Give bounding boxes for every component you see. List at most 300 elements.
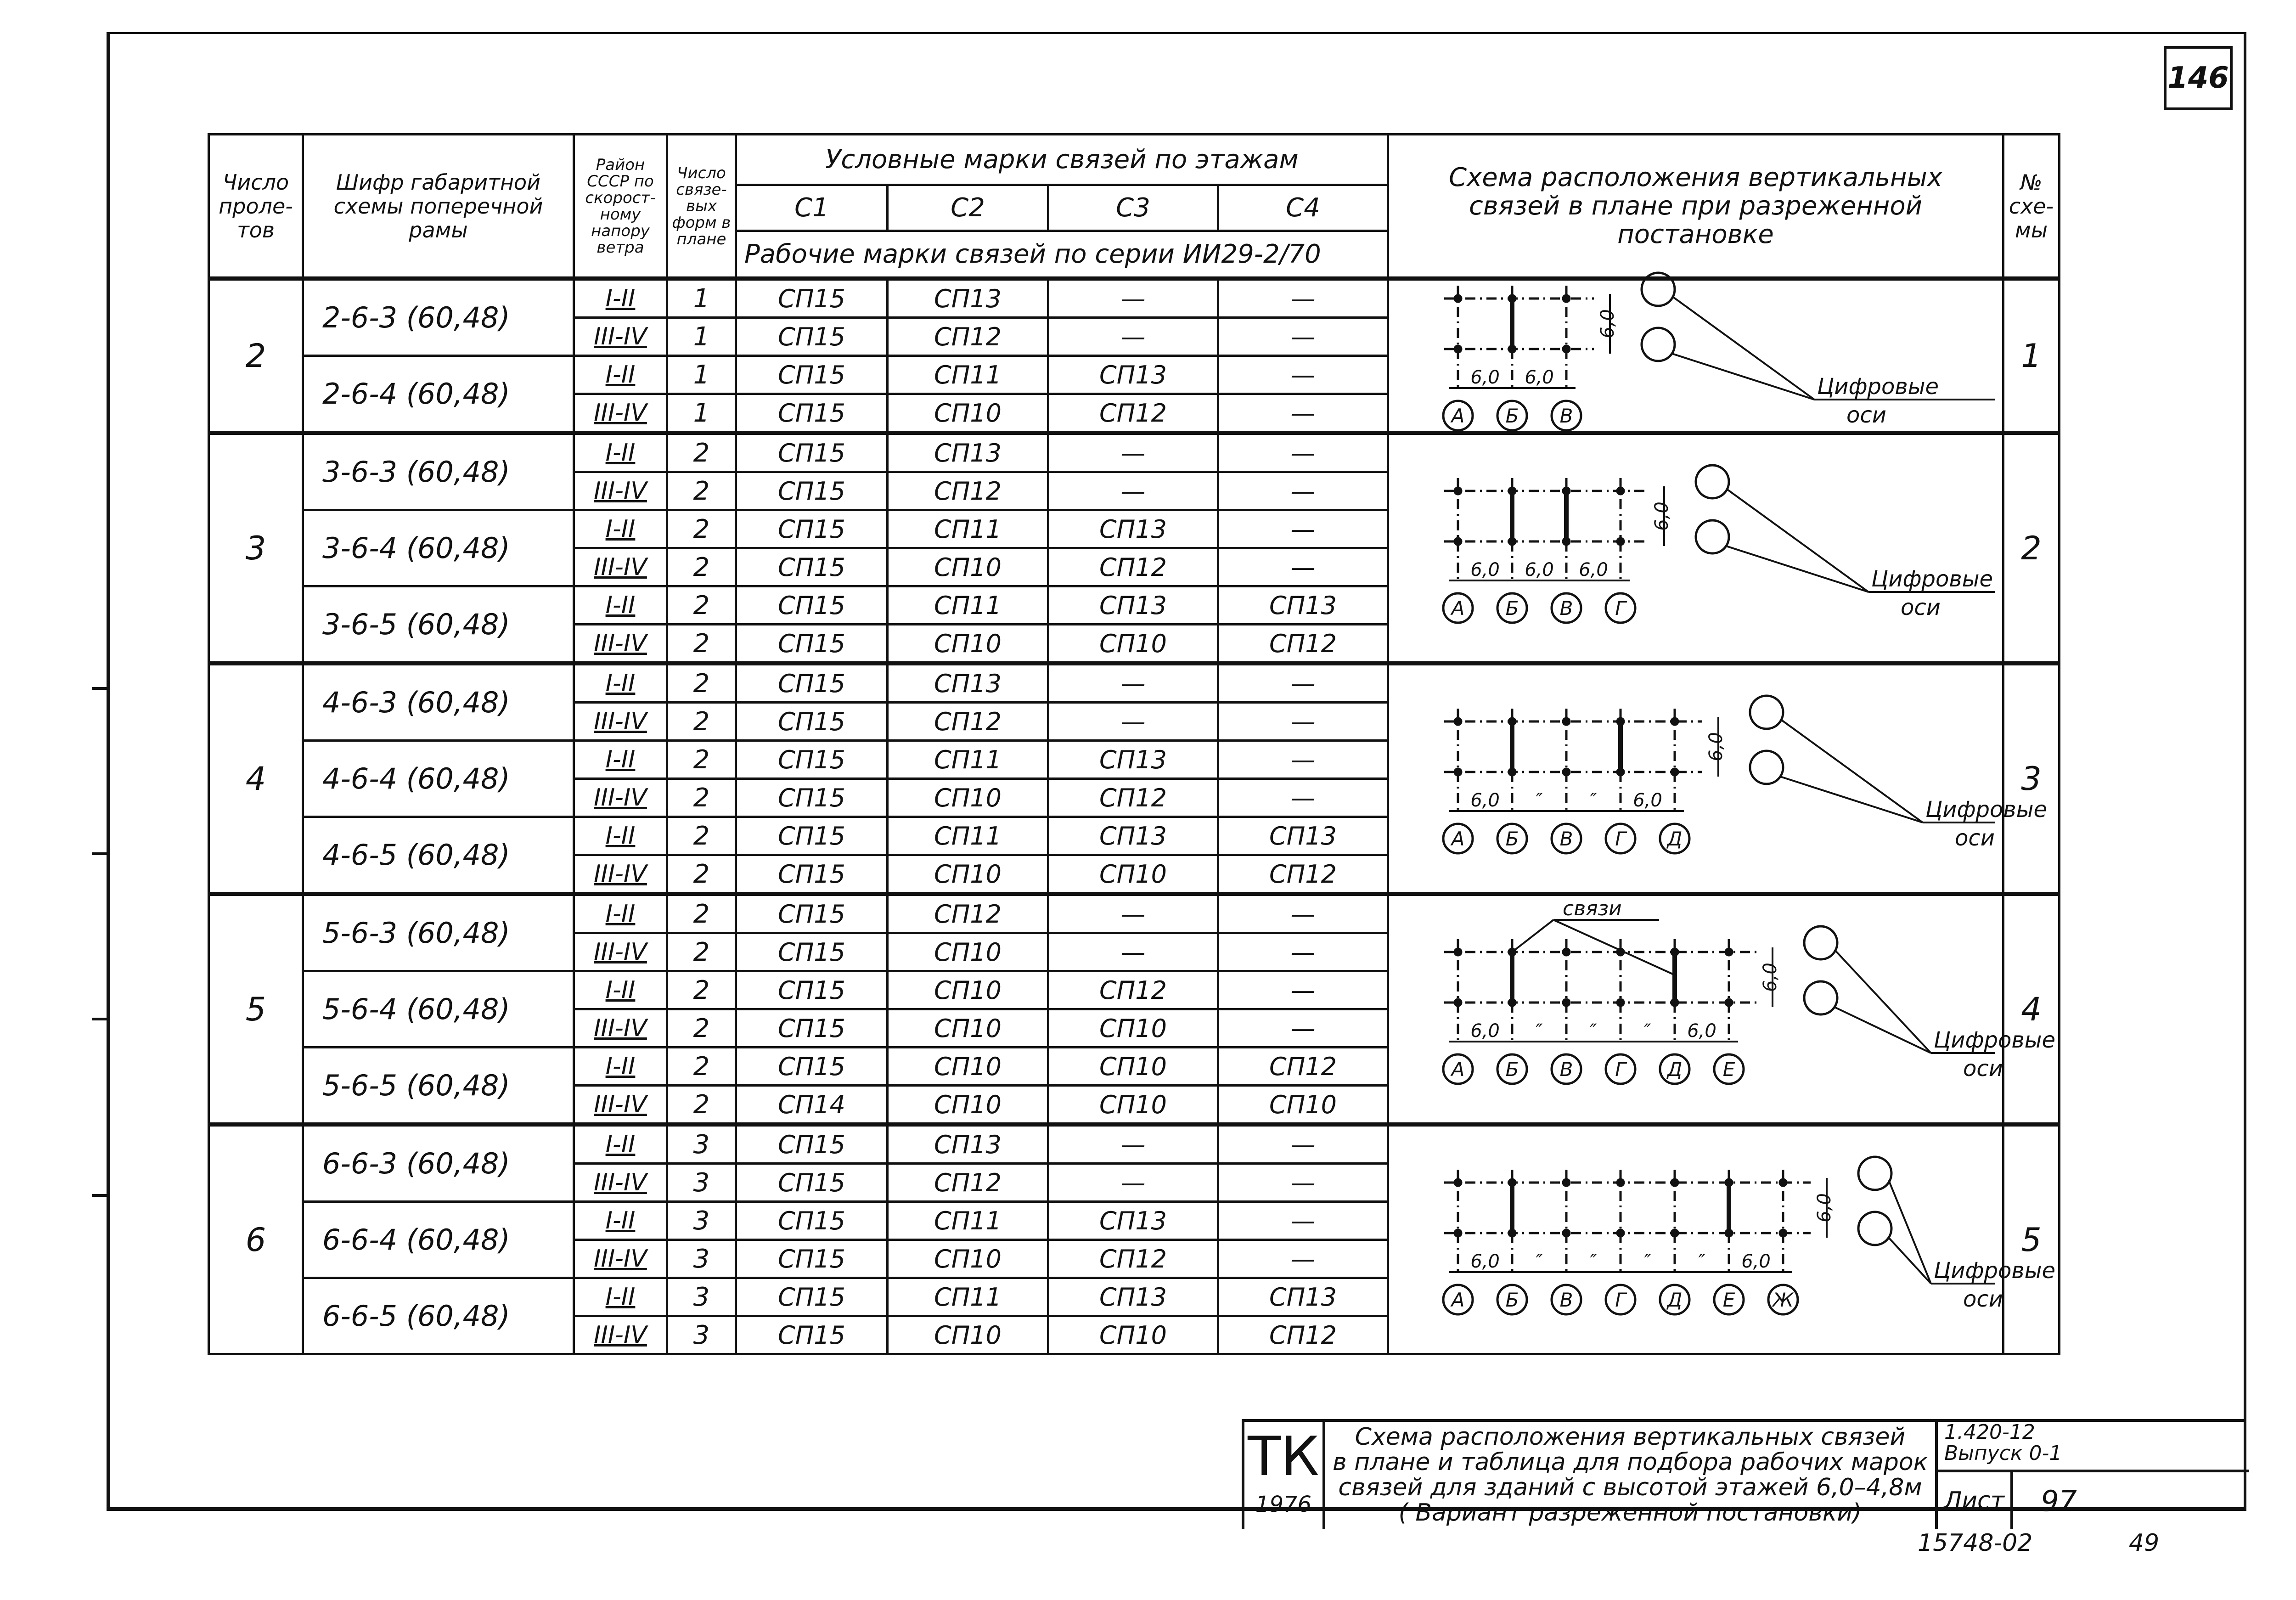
axis-letter: Б (1505, 827, 1519, 850)
form-count-cell: 2 (667, 548, 736, 586)
vertical-dimension-label: 6,0 (1760, 962, 1781, 992)
mark-cell: СП10 (888, 971, 1048, 1009)
column-node (1455, 718, 1461, 725)
column-node (1455, 488, 1461, 494)
axis-letter: Б (1505, 1058, 1519, 1081)
mark-cell: СП14 (736, 1086, 888, 1125)
mark-cell: СП10 (1048, 1009, 1218, 1048)
title-line: связей для зданий с высотой этажей 6,0–4,8м (1338, 1474, 1922, 1501)
axis-letter: В (1559, 1058, 1573, 1081)
mark-cell: СП10 (888, 855, 1048, 894)
header-floor: С2 (888, 185, 1048, 231)
mark-cell: СП15 (736, 971, 888, 1009)
column-node (1617, 538, 1624, 545)
form-count-cell: 2 (667, 433, 736, 472)
form-count-cell: 2 (667, 510, 736, 548)
wind-zone-cell: I-II (574, 356, 667, 394)
series-box (1935, 1422, 2249, 1472)
scheme-cell (1388, 894, 2056, 1125)
header-scheme-no: № схе-мы (2003, 135, 2060, 279)
header-floor: С4 (1218, 185, 1388, 231)
mark-cell: — (1218, 356, 1388, 394)
callout-leader (1889, 1180, 1931, 1284)
table-row (209, 279, 2060, 318)
frame-code-cell: 4-6-4 (60,48) (303, 741, 574, 817)
wind-zone-cell: I-II (574, 1048, 667, 1086)
mark-cell: СП12 (1218, 625, 1388, 664)
column-node (1455, 999, 1461, 1006)
column-node (1671, 718, 1678, 725)
mark-cell: — (1048, 1125, 1218, 1164)
mark-cell: СП10 (888, 625, 1048, 664)
mark-cell: СП12 (1048, 971, 1218, 1009)
mark-cell: СП11 (888, 510, 1048, 548)
org-year: 1976 (1255, 1492, 1312, 1517)
wind-zone-cell: I-II (574, 510, 667, 548)
frame-code-cell: 3-6-3 (60,48) (303, 433, 574, 510)
mark-cell: — (1218, 433, 1388, 472)
mark-cell: СП12 (888, 703, 1048, 741)
dimension-label: ″ (1644, 1251, 1651, 1272)
wind-zone-cell: I-II (574, 894, 667, 933)
mark-cell: СП15 (736, 1164, 888, 1202)
column-node (1563, 718, 1570, 725)
spans-cell: 4 (209, 664, 303, 894)
mark-cell: СП10 (888, 1086, 1048, 1125)
axis-letter: А (1451, 1288, 1465, 1311)
mark-cell: — (1048, 933, 1218, 971)
mark-cell: — (1048, 664, 1218, 703)
wind-zone-cell: III-IV (574, 933, 667, 971)
mark-cell: СП15 (736, 1278, 888, 1316)
callout-text: Цифровые (1925, 796, 2048, 823)
column-node (1455, 769, 1461, 775)
mark-cell: СП10 (888, 1009, 1048, 1048)
mark-cell: СП10 (888, 1240, 1048, 1278)
header-wind-region: Район СССР по скорост-ному напору ветра (574, 135, 667, 279)
row-axis-bubble (1804, 981, 1837, 1014)
mark-cell: — (1218, 1009, 1388, 1048)
mark-cell: — (1218, 1125, 1388, 1164)
dimension-label: ″ (1698, 1251, 1705, 1272)
table-row (209, 894, 2060, 933)
brace-label: связи (1563, 896, 1622, 920)
column-node (1780, 1230, 1786, 1236)
column-node (1455, 295, 1461, 302)
mark-cell: СП15 (736, 394, 888, 433)
mark-cell: СП10 (888, 933, 1048, 971)
callout-leader (1672, 354, 1814, 400)
mark-cell: СП15 (736, 356, 888, 394)
mark-cell: СП11 (888, 817, 1048, 855)
mark-cell: — (1048, 703, 1218, 741)
dimension-label: ″ (1590, 1251, 1597, 1272)
mark-cell: СП15 (736, 1202, 888, 1240)
form-count-cell: 2 (667, 741, 736, 779)
dimension-label: 6,0 (1470, 1020, 1500, 1042)
callout-leader (1889, 1238, 1931, 1284)
mark-cell: — (1218, 1202, 1388, 1240)
mark-cell: СП12 (888, 1164, 1048, 1202)
mark-cell: — (1218, 779, 1388, 817)
header-spans: Число проле-тов (209, 135, 303, 279)
axis-letter: Е (1722, 1058, 1735, 1081)
wind-zone-cell: III-IV (574, 1009, 667, 1048)
mark-cell: СП10 (1048, 1316, 1218, 1354)
axis-letter: В (1559, 1288, 1573, 1311)
column-node (1563, 1179, 1570, 1186)
mark-cell: СП12 (1218, 1048, 1388, 1086)
wind-zone-cell: I-II (574, 817, 667, 855)
column-node (1455, 1179, 1461, 1186)
mark-cell: — (1218, 472, 1388, 510)
dimension-label: ″ (1536, 789, 1543, 811)
axis-letter: В (1559, 404, 1573, 427)
bracing-scheme (1389, 441, 2000, 656)
mark-cell: СП15 (736, 472, 888, 510)
mark-cell: СП15 (736, 779, 888, 817)
frame-code-cell: 6-6-5 (60,48) (303, 1278, 574, 1354)
mark-cell: СП15 (736, 703, 888, 741)
frame-code-cell: 5-6-3 (60,48) (303, 894, 574, 971)
mark-cell: СП15 (736, 664, 888, 703)
mark-cell: СП10 (888, 1316, 1048, 1354)
mark-cell: — (1218, 548, 1388, 586)
mark-cell: СП12 (1048, 779, 1218, 817)
wind-zone-cell: III-IV (574, 855, 667, 894)
mark-cell: СП13 (1218, 586, 1388, 625)
frame-tick (92, 1018, 108, 1020)
mark-cell: СП12 (1048, 1240, 1218, 1278)
row-axis-bubble (1696, 520, 1729, 553)
mark-cell: СП13 (1218, 1278, 1388, 1316)
mark-cell: СП12 (1218, 1316, 1388, 1354)
column-node (1455, 1230, 1461, 1236)
form-count-cell: 3 (667, 1164, 736, 1202)
frame-tick (92, 852, 108, 855)
brace-leader (1553, 920, 1675, 975)
axis-letter: Д (1667, 1058, 1683, 1081)
column-node (1563, 1230, 1570, 1236)
axis-letter: А (1451, 597, 1465, 620)
wind-zone-cell: I-II (574, 971, 667, 1009)
axis-letter: Б (1505, 404, 1519, 427)
form-count-cell: 3 (667, 1240, 736, 1278)
mark-cell: СП15 (736, 279, 888, 318)
column-node (1671, 1230, 1678, 1236)
wind-zone-cell: III-IV (574, 548, 667, 586)
header-form-count: Число связе-вых форм в плане (667, 135, 736, 279)
wind-zone-cell: I-II (574, 433, 667, 472)
wind-zone-cell: I-II (574, 1125, 667, 1164)
wind-zone-cell: III-IV (574, 318, 667, 356)
org-stamp (1244, 1422, 1325, 1529)
axis-letter: А (1451, 1058, 1465, 1081)
mark-cell: СП11 (888, 741, 1048, 779)
wind-zone-cell: III-IV (574, 625, 667, 664)
form-count-cell: 2 (667, 817, 736, 855)
wind-zone-cell: I-II (574, 1278, 667, 1316)
mark-cell: СП15 (736, 1125, 888, 1164)
column-node (1780, 1179, 1786, 1186)
spans-cell: 2 (209, 279, 303, 433)
wind-zone-cell: I-II (574, 1202, 667, 1240)
table-row (209, 433, 2060, 472)
callout-leader (1780, 777, 1923, 823)
form-count-cell: 3 (667, 1316, 736, 1354)
scheme-number-cell: 2 (2003, 433, 2060, 664)
dimension-label: 6,0 (1687, 1020, 1716, 1042)
form-count-cell: 2 (667, 971, 736, 1009)
column-node (1617, 999, 1624, 1006)
mark-cell: СП10 (888, 548, 1048, 586)
form-count-cell: 2 (667, 1048, 736, 1086)
series-issue: Выпуск 0-1 (1944, 1442, 2062, 1465)
row-axis-bubble (1750, 696, 1783, 729)
column-node (1563, 295, 1570, 302)
header-floor: С1 (736, 185, 888, 231)
mark-cell: СП11 (888, 1278, 1048, 1316)
mark-cell: — (1218, 741, 1388, 779)
title-line: Схема расположения вертикальных связей (1355, 1423, 1906, 1451)
wind-zone-cell: III-IV (574, 472, 667, 510)
mark-cell: СП12 (888, 894, 1048, 933)
spans-cell: 5 (209, 894, 303, 1125)
form-count-cell: 2 (667, 855, 736, 894)
dimension-label: ″ (1644, 1020, 1651, 1042)
mark-cell: СП13 (1048, 586, 1218, 625)
callout-text: Цифровые (1934, 1257, 2056, 1284)
mark-cell: СП10 (1048, 855, 1218, 894)
mark-cell: СП10 (1048, 1086, 1218, 1125)
column-node (1617, 488, 1624, 494)
mark-cell: — (1218, 894, 1388, 933)
dimension-label: 6,0 (1579, 559, 1608, 580)
form-count-cell: 2 (667, 625, 736, 664)
column-node (1563, 999, 1570, 1006)
mark-cell: СП15 (736, 817, 888, 855)
form-count-cell: 1 (667, 279, 736, 318)
mark-cell: — (1218, 1240, 1388, 1278)
mark-cell: СП15 (736, 933, 888, 971)
mark-cell: — (1218, 1164, 1388, 1202)
mark-cell: СП10 (1048, 1048, 1218, 1086)
column-node (1617, 1230, 1624, 1236)
axis-letter: Е (1722, 1288, 1735, 1311)
mark-cell: СП13 (1048, 741, 1218, 779)
scheme-cell (1388, 1125, 2056, 1354)
series-code: 1.420-12 (1944, 1420, 2035, 1444)
axis-letter: Б (1505, 1288, 1519, 1311)
form-count-cell: 3 (667, 1202, 736, 1240)
mark-cell: — (1048, 433, 1218, 472)
axis-letter: Д (1667, 1288, 1683, 1311)
mark-cell: СП15 (736, 1240, 888, 1278)
mark-cell: СП10 (888, 1048, 1048, 1086)
dimension-label: 6,0 (1470, 1251, 1500, 1272)
dimension-label: ″ (1590, 1020, 1597, 1042)
mark-cell: СП12 (888, 472, 1048, 510)
wind-zone-cell: III-IV (574, 703, 667, 741)
column-node (1455, 538, 1461, 545)
mark-cell: — (1048, 1164, 1218, 1202)
form-count-cell: 1 (667, 356, 736, 394)
column-node (1563, 346, 1570, 352)
row-axis-bubble (1858, 1157, 1891, 1190)
frame-tick (92, 1194, 108, 1197)
spans-cell: 6 (209, 1125, 303, 1354)
row-axis-bubble (1642, 328, 1675, 361)
title-block (1242, 1419, 2246, 1529)
bracing-scheme (1389, 1132, 2056, 1347)
mark-cell: — (1048, 894, 1218, 933)
scheme-number-cell: 5 (2003, 1125, 2060, 1354)
vertical-dimension-label: 6,0 (1705, 732, 1727, 761)
mark-cell: — (1218, 703, 1388, 741)
form-count-cell: 2 (667, 664, 736, 703)
callout-text: Цифровые (1817, 373, 1939, 400)
scheme-cell (1388, 279, 2003, 433)
callout-leader (1726, 546, 1868, 592)
axis-letter: В (1559, 597, 1573, 620)
wind-zone-cell: I-II (574, 279, 667, 318)
mark-cell: СП15 (736, 1048, 888, 1086)
scheme-cell (1388, 433, 2003, 664)
callout-leader (1835, 1007, 1931, 1053)
form-count-cell: 2 (667, 779, 736, 817)
form-count-cell: 2 (667, 894, 736, 933)
frame-code-cell: 6-6-3 (60,48) (303, 1125, 574, 1202)
axis-letter: Г (1615, 827, 1626, 850)
spans-cell: 3 (209, 433, 303, 664)
mark-cell: — (1218, 664, 1388, 703)
mark-cell: — (1218, 279, 1388, 318)
form-count-cell: 3 (667, 1125, 736, 1164)
mark-cell: СП15 (736, 510, 888, 548)
form-count-cell: 3 (667, 1278, 736, 1316)
axis-letter: Б (1505, 597, 1519, 620)
mark-cell: — (1048, 279, 1218, 318)
row-axis-bubble (1804, 926, 1837, 959)
dimension-label: 6,0 (1741, 1251, 1771, 1272)
dimension-label: ″ (1536, 1251, 1543, 1272)
mark-cell: СП13 (888, 1125, 1048, 1164)
form-count-cell: 2 (667, 1009, 736, 1048)
axis-letter: Ж (1773, 1288, 1794, 1311)
form-count-cell: 2 (667, 586, 736, 625)
column-node (1671, 1179, 1678, 1186)
header-scheme: Схема расположения вертикальных связей в плане при разреженной постановке (1388, 135, 2003, 279)
mark-cell: СП12 (888, 318, 1048, 356)
frame-code-cell: 6-6-4 (60,48) (303, 1202, 574, 1278)
dimension-label: 6,0 (1470, 366, 1500, 388)
mark-cell: СП10 (888, 779, 1048, 817)
form-count-cell: 1 (667, 318, 736, 356)
callout-text: оси (1955, 825, 1995, 851)
mark-cell: СП15 (736, 318, 888, 356)
mark-cell: СП15 (736, 625, 888, 664)
callout-leader (1726, 489, 1868, 592)
bracing-scheme (1389, 284, 2000, 428)
callout-text: оси (1846, 402, 1886, 428)
frame-code-cell: 4-6-5 (60,48) (303, 817, 574, 894)
mark-cell: СП11 (888, 586, 1048, 625)
form-count-cell: 1 (667, 394, 736, 433)
doc-number: 15748-02 (1918, 1529, 2033, 1557)
header-conditional-marks: Условные марки связей по этажам (736, 135, 1388, 185)
dimension-label: ″ (1536, 1020, 1543, 1042)
mark-cell: — (1218, 318, 1388, 356)
column-node (1726, 999, 1732, 1006)
header-frame-code: Шифр габаритной схемы поперечной рамы (303, 135, 574, 279)
brace-leader (1512, 920, 1553, 952)
column-node (1617, 1179, 1624, 1186)
vertical-dimension-label: 6,0 (1597, 309, 1619, 338)
mark-cell: СП13 (1048, 1278, 1218, 1316)
axis-letter: В (1559, 827, 1573, 850)
dimension-label: ″ (1590, 789, 1597, 811)
mark-cell: СП13 (1048, 356, 1218, 394)
wind-zone-cell: III-IV (574, 394, 667, 433)
axis-letter: А (1451, 827, 1465, 850)
wind-zone-cell: I-II (574, 664, 667, 703)
scheme-number-cell: 3 (2003, 664, 2060, 894)
column-node (1455, 346, 1461, 352)
mark-cell: СП15 (736, 548, 888, 586)
mark-cell: СП11 (888, 1202, 1048, 1240)
axis-letter: А (1451, 404, 1465, 427)
frame-code-cell: 4-6-3 (60,48) (303, 664, 574, 741)
column-node (1671, 769, 1678, 775)
frame-code-cell: 2-6-3 (60,48) (303, 279, 574, 356)
mark-cell: СП13 (888, 433, 1048, 472)
scheme-cell (1388, 664, 2048, 894)
scheme-number-cell: 4 (2003, 894, 2060, 1125)
table-row (209, 664, 2060, 703)
bracing-selection-table (208, 133, 2060, 1355)
form-count-cell: 2 (667, 472, 736, 510)
mark-cell: СП15 (736, 741, 888, 779)
wind-zone-cell: III-IV (574, 1316, 667, 1354)
header-work-marks: Рабочие марки связей по серии ИИ29-2/70 (736, 231, 1388, 279)
frame-code-cell: 3-6-5 (60,48) (303, 586, 574, 664)
dimension-label: 6,0 (1525, 559, 1554, 580)
callout-text: Цифровые (1871, 566, 1993, 592)
page-number: 49 (2129, 1529, 2160, 1557)
mark-cell: — (1218, 933, 1388, 971)
mark-cell: СП11 (888, 356, 1048, 394)
dimension-label: 6,0 (1470, 789, 1500, 811)
header-floor: С3 (1048, 185, 1218, 231)
callout-text: оси (1963, 1055, 2003, 1082)
mark-cell: СП15 (736, 855, 888, 894)
mark-cell: СП13 (1048, 817, 1218, 855)
sheet-title (1332, 1425, 1929, 1526)
callout-leader (1835, 950, 1931, 1053)
row-axis-bubble (1858, 1212, 1891, 1245)
callout-text: оси (1901, 594, 1941, 620)
wind-zone-cell: III-IV (574, 779, 667, 817)
axis-letter: Г (1615, 597, 1626, 620)
mark-cell: СП15 (736, 1316, 888, 1354)
list-label: Лист (1935, 1472, 2013, 1529)
mark-cell: СП13 (888, 664, 1048, 703)
mark-cell: СП15 (736, 433, 888, 472)
mark-cell: — (1048, 472, 1218, 510)
mark-cell: СП15 (736, 894, 888, 933)
form-count-cell: 2 (667, 1086, 736, 1125)
axis-letter: Г (1615, 1058, 1626, 1081)
